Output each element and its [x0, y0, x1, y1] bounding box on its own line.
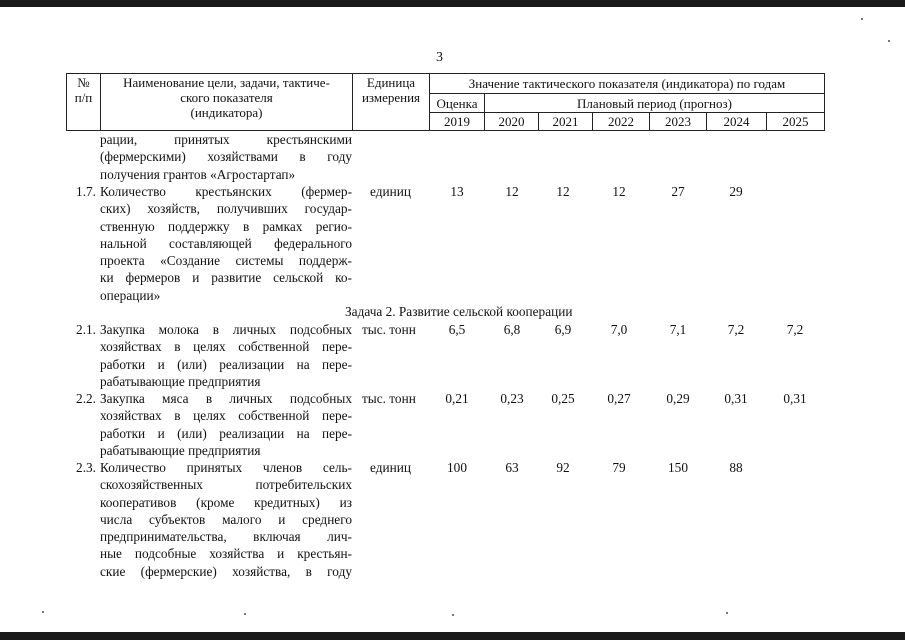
value-cell: 12: [505, 184, 519, 199]
text-line: нальной составляющей федерального: [100, 235, 352, 251]
text-line: работки и (или) реализации на пере-: [100, 425, 352, 441]
text-line: ские (фермерские) хозяйства, в году: [100, 563, 352, 579]
header-text: Наименование цели, задачи, тактиче-: [123, 75, 330, 90]
row-unit: единиц: [370, 184, 411, 199]
value-cell: 0,31: [783, 391, 807, 406]
scan-speck: [42, 611, 44, 613]
value-cell: 100: [447, 460, 467, 475]
header-text: №: [77, 75, 90, 90]
header-text: (индикатора): [190, 105, 263, 120]
task-heading: Задача 2. Развитие сельской кооперации: [345, 304, 573, 319]
header-year: 2021: [538, 112, 593, 131]
text-line: (фермерскими) хозяйствами в году: [100, 149, 352, 165]
header-text: ского показателя: [180, 90, 273, 105]
scan-speck: [726, 612, 728, 614]
value-cell: 88: [729, 460, 743, 475]
value-cell: 92: [556, 460, 570, 475]
value-cell: 6,5: [448, 322, 466, 337]
text-line: предпринимательства, включая лич-: [100, 529, 352, 545]
header-year: 2020: [484, 112, 539, 131]
text-line: рабатывающие предприятия: [100, 442, 261, 458]
row-unit: тыс. тонн: [362, 391, 416, 406]
header-year: 2019: [429, 112, 485, 131]
text-line: ки фермеров и развитие сельской ко-: [100, 270, 352, 286]
value-cell: 7,1: [669, 322, 687, 337]
text-line: скохозяйственных потребительских: [100, 477, 352, 493]
value-cell: 13: [450, 184, 464, 199]
text-line: Закупка молока в личных подсобных: [100, 322, 352, 337]
value-cell: 7,2: [727, 322, 745, 337]
row-description: [100, 183, 352, 304]
header-year: 2025: [766, 112, 825, 131]
text-line: Количество принятых членов сель-: [100, 460, 352, 475]
row-description: [100, 321, 352, 390]
value-cell: 6,8: [503, 322, 521, 337]
header-text: измерения: [361, 90, 421, 105]
value-cell: 0,21: [445, 391, 469, 406]
header-col-unit: [352, 73, 430, 131]
scan-speck: [452, 614, 454, 616]
header-values-title: Значение тактического показателя (индикатора) по годам: [429, 73, 825, 94]
header-year: 2024: [706, 112, 767, 131]
value-cell: 7,2: [786, 322, 804, 337]
scan-speck: [861, 18, 863, 20]
text-line: кооперативов (кроме кредитных) из: [100, 494, 352, 510]
value-cell: 12: [556, 184, 570, 199]
scan-speck: [888, 40, 890, 42]
page-number: 3: [436, 50, 443, 65]
header-plan-period: Плановый период (прогноз): [484, 93, 825, 113]
header-text: п/п: [74, 90, 93, 105]
value-cell: 79: [612, 460, 626, 475]
value-cell: 29: [729, 184, 743, 199]
text-line: хозяйствах в целях собственной пере-: [100, 339, 352, 355]
text-line: хозяйствах в целях собственной пере-: [100, 408, 352, 424]
text-line: проекта «Создание системы поддерж-: [100, 253, 352, 269]
value-cell: 0,23: [500, 391, 524, 406]
header-col-number: [66, 73, 101, 131]
row-unit: единиц: [370, 460, 411, 475]
header-year: 2022: [592, 112, 650, 131]
value-cell: 0,31: [724, 391, 748, 406]
row-number: 2.2.: [76, 391, 96, 406]
row-description: [100, 459, 352, 580]
text-line: Количество крестьянских (фермер-: [100, 184, 352, 199]
text-line: рации, принятых крестьянскими: [100, 132, 352, 147]
value-cell: 6,9: [554, 322, 572, 337]
text-line: получения грантов «Агростартап»: [100, 166, 296, 182]
value-cell: 27: [671, 184, 685, 199]
row-number: 2.3.: [76, 460, 96, 475]
header-year: 2023: [649, 112, 707, 131]
scan-speck: [244, 613, 246, 615]
text-line: работки и (или) реализации на пере-: [100, 356, 352, 372]
value-cell: 150: [668, 460, 688, 475]
text-line: ные подсобные хозяйства и крестьян-: [100, 546, 352, 562]
continuation-text: [100, 131, 352, 183]
value-cell: 0,29: [666, 391, 690, 406]
text-line: рабатывающие предприятия: [100, 373, 261, 389]
scan-border-bottom: [0, 632, 905, 640]
value-cell: 63: [505, 460, 519, 475]
text-line: операции»: [100, 287, 161, 303]
row-unit: тыс. тонн: [362, 322, 416, 337]
row-number: 2.1.: [76, 322, 96, 337]
text-line: ских) хозяйств, получивших государ-: [100, 201, 352, 217]
header-text: Единица: [366, 75, 416, 90]
text-line: числа субъектов малого и среднего: [100, 511, 352, 527]
header-estimate: Оценка: [429, 93, 485, 113]
value-cell: 7,0: [610, 322, 628, 337]
row-number: 1.7.: [76, 184, 96, 199]
text-line: Закупка мяса в личных подсобных: [100, 391, 352, 406]
value-cell: 0,27: [607, 391, 631, 406]
value-cell: 12: [612, 184, 626, 199]
scan-border-top: [0, 0, 905, 7]
header-col-name: [100, 73, 353, 131]
row-description: [100, 390, 352, 459]
text-line: ственную поддержку в рамках регио-: [100, 218, 352, 234]
value-cell: 0,25: [551, 391, 575, 406]
